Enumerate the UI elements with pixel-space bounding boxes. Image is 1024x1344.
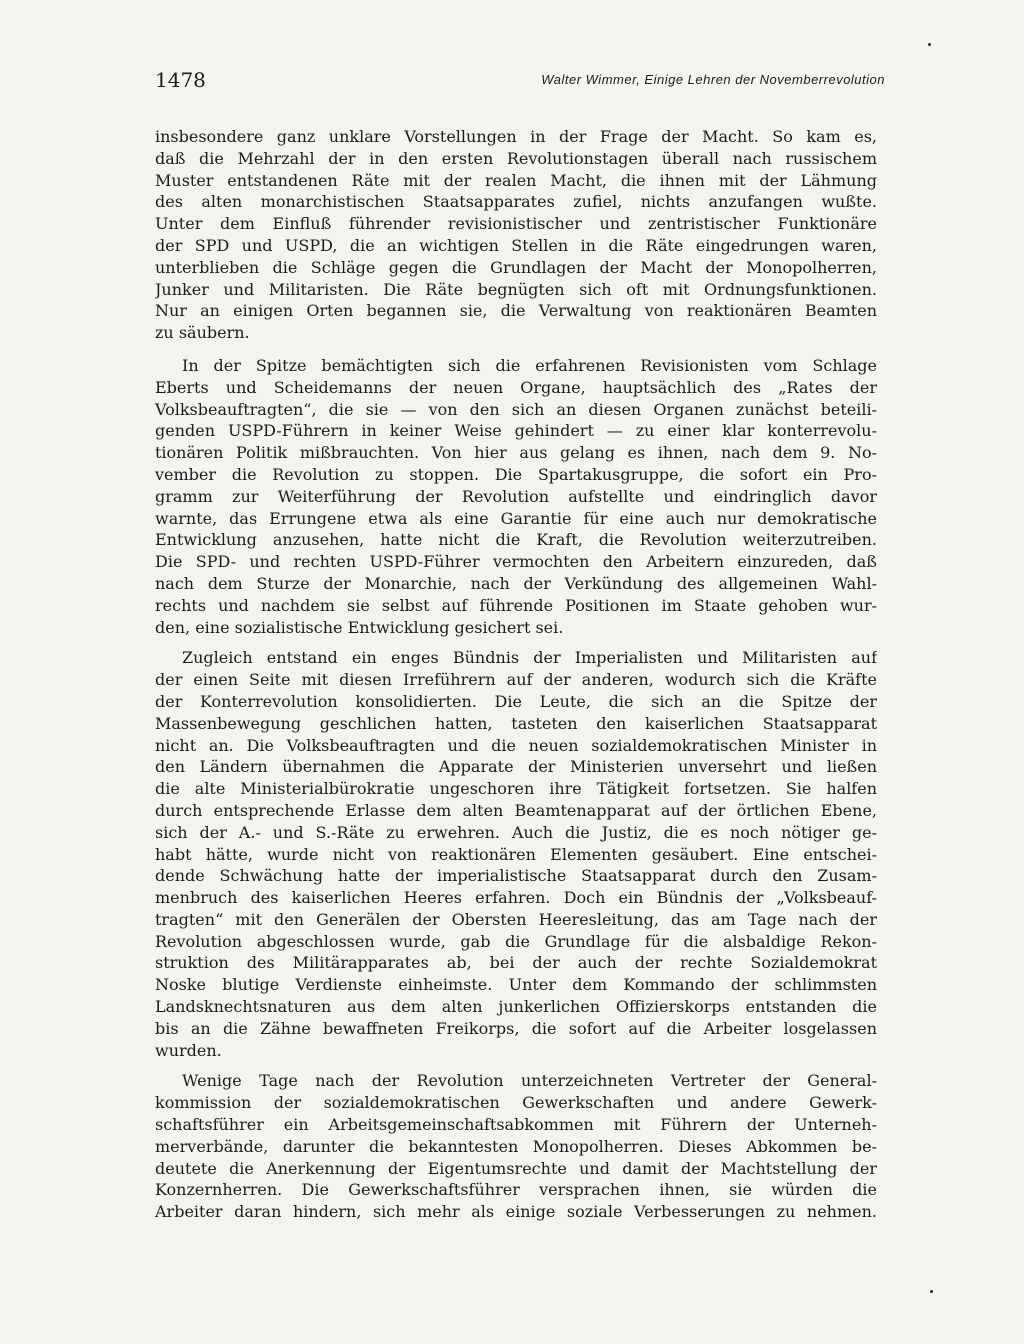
text-line: der SPD und USPD, die an wichtigen Stellen in die Räte eingedrungen waren, <box>155 235 877 255</box>
page-number: 1478 <box>155 68 206 92</box>
text-line: Konzernherren. Die Gewerkschaftsführer versprachen ihnen, sie würden die <box>155 1180 877 1200</box>
page-header <box>155 66 885 96</box>
text-line: Wenige Tage nach der Revolution unterzeichneten Vertreter der General- <box>182 1071 877 1091</box>
ink-speck <box>930 1290 933 1293</box>
text-line: der einen Seite mit diesen Irreführern auf der anderen, wodurch sich die Kräfte <box>155 670 877 690</box>
text-line: nach dem Sturze der Monarchie, nach der Verkündung des allgemeinen Wahl- <box>155 573 877 593</box>
text-line: kommission der sozialdemokratischen Gewerkschaften und andere Gewerk- <box>155 1093 877 1113</box>
text-line: gramm zur Weiterführung der Revolution aufstellte und eindringlich davor <box>155 486 877 506</box>
text-line: Unter dem Einfluß führender revisionistischer und zentristischer Funktionäre <box>155 214 877 234</box>
text-line: sich der A.- und S.-Räte zu erwehren. Auch die Justiz, die es noch nötiger ge- <box>155 822 877 842</box>
text-line: Muster entstandenen Räte mit der realen Macht, die ihnen mit der Lähmung <box>155 170 877 190</box>
text-line: durch entsprechende Erlasse dem alten Beamtenapparat auf der örtlichen Ebene, <box>155 800 877 820</box>
paragraph-4 <box>155 1070 877 1223</box>
ink-speck <box>928 43 931 46</box>
paragraph-3 <box>155 647 877 1061</box>
text-line: vember die Revolution zu stoppen. Die Spartakusgruppe, die sofort ein Pro- <box>155 464 877 484</box>
text-line: Nur an einigen Orten begannen sie, die Verwaltung von reaktionären Beamten <box>155 301 877 321</box>
text-line: struktion des Militärapparates ab, bei der auch der rechte Sozialdemokrat <box>155 953 877 973</box>
text-line: nicht an. Die Volksbeauftragten und die neuen sozialdemokratischen Minister in <box>155 735 877 755</box>
text-line: der Konterrevolution konsolidierten. Die Leute, die sich an die Spitze der <box>155 691 877 711</box>
text-line: Volksbeauftragten“, die sie — von den sich an diesen Organen zunächst beteili- <box>155 399 877 419</box>
text-line: des alten monarchistischen Staatsapparates zufiel, nichts anzufangen wußte. <box>155 192 877 212</box>
text-line: rechts und nachdem sie selbst auf führende Positionen im Staate gehoben wur- <box>155 595 877 615</box>
text-line: bis an die Zähne bewaffneten Freikorps, die sofort auf die Arbeiter losgelassen <box>155 1018 877 1038</box>
text-line: dende Schwächung hatte der imperialistische Staatsapparat durch den Zusam- <box>155 866 877 886</box>
text-line: den Ländern übernahmen die Apparate der Ministerien unversehrt und ließen <box>155 757 877 777</box>
text-line: die alte Ministerialbürokratie ungeschoren ihre Tätigkeit fortsetzen. Sie halfen <box>155 779 877 799</box>
text-line: Arbeiter daran hindern, sich mehr als einige soziale Verbesserungen zu nehmen. <box>155 1202 877 1222</box>
paragraph-1 <box>155 126 877 344</box>
text-line: Revolution abgeschlossen wurde, gab die Grundlage für die alsbaldige Rekon- <box>155 931 877 951</box>
text-line: merverbände, darunter die bekanntesten Monopolherren. Dieses Abkommen be- <box>155 1136 877 1156</box>
text-line: schaftsführer ein Arbeitsgemeinschaftsabkommen mit Führern der Unterneh- <box>155 1115 877 1135</box>
text-line: unterblieben die Schläge gegen die Grundlagen der Macht der Monopolherren, <box>155 257 877 277</box>
text-line: wurden. <box>155 1040 222 1060</box>
text-line: habt hätte, wurde nicht von reaktionären Elementen gesäubert. Eine entschei- <box>155 844 877 864</box>
text-line: den, eine sozialistische Entwicklung gesichert sei. <box>155 617 564 637</box>
text-line: tragten“ mit den Generälen der Obersten Heeresleitung, das am Tage nach der <box>155 909 877 929</box>
text-line: genden USPD-Führern in keiner Weise gehindert — zu einer klar konterrevolu- <box>155 421 877 441</box>
text-line: zu säubern. <box>155 323 250 343</box>
paragraph-2 <box>155 355 877 638</box>
text-line: menbruch des kaiserlichen Heeres erfahren. Doch ein Bündnis der „Volksbeauf- <box>155 888 877 908</box>
text-line: deutete die Anerkennung der Eigentumsrechte und damit der Machtstellung der <box>155 1158 877 1178</box>
text-line: Landsknechtsnaturen aus dem alten junkerlichen Offizierskorps entstanden die <box>155 997 877 1017</box>
text-line: In der Spitze bemächtigten sich die erfahrenen Revisionisten vom Schlage <box>182 355 877 375</box>
text-line: insbesondere ganz unklare Vorstellungen in der Frage der Macht. So kam es, <box>155 127 877 146</box>
text-line: Junker und Militaristen. Die Räte begnügten sich oft mit Ordnungsfunktionen. <box>155 279 877 299</box>
text-line: Entwicklung anzusehen, hatte nicht die Kraft, die Revolution weiterzutreiben. <box>155 530 877 550</box>
text-line: daß die Mehrzahl der in den ersten Revolutionstagen überall nach russischem <box>155 148 877 168</box>
text-line: Eberts und Scheidemanns der neuen Organe, hauptsächlich des „Rates der <box>155 377 877 397</box>
text-line: tionären Politik mißbrauchten. Von hier aus gelang es ihnen, nach dem 9. No- <box>155 443 877 463</box>
body-text <box>155 126 877 1223</box>
text-line: Noske blutige Verdienste einheimste. Unter dem Kommando der schlimmsten <box>155 975 877 995</box>
running-head: Walter Wimmer, Einige Lehren der Novemberrevolution <box>541 72 885 87</box>
text-line: warnte, das Errungene etwa als eine Garantie für eine auch nur demokratische <box>155 508 877 528</box>
text-line: Die SPD- und rechten USPD-Führer vermochten den Arbeitern einzureden, daß <box>155 552 877 572</box>
text-line: Zugleich entstand ein enges Bündnis der Imperialisten und Militaristen auf <box>182 648 877 668</box>
text-line: Massenbewegung geschlichen hatten, tasteten den kaiserlichen Staatsapparat <box>155 713 877 733</box>
